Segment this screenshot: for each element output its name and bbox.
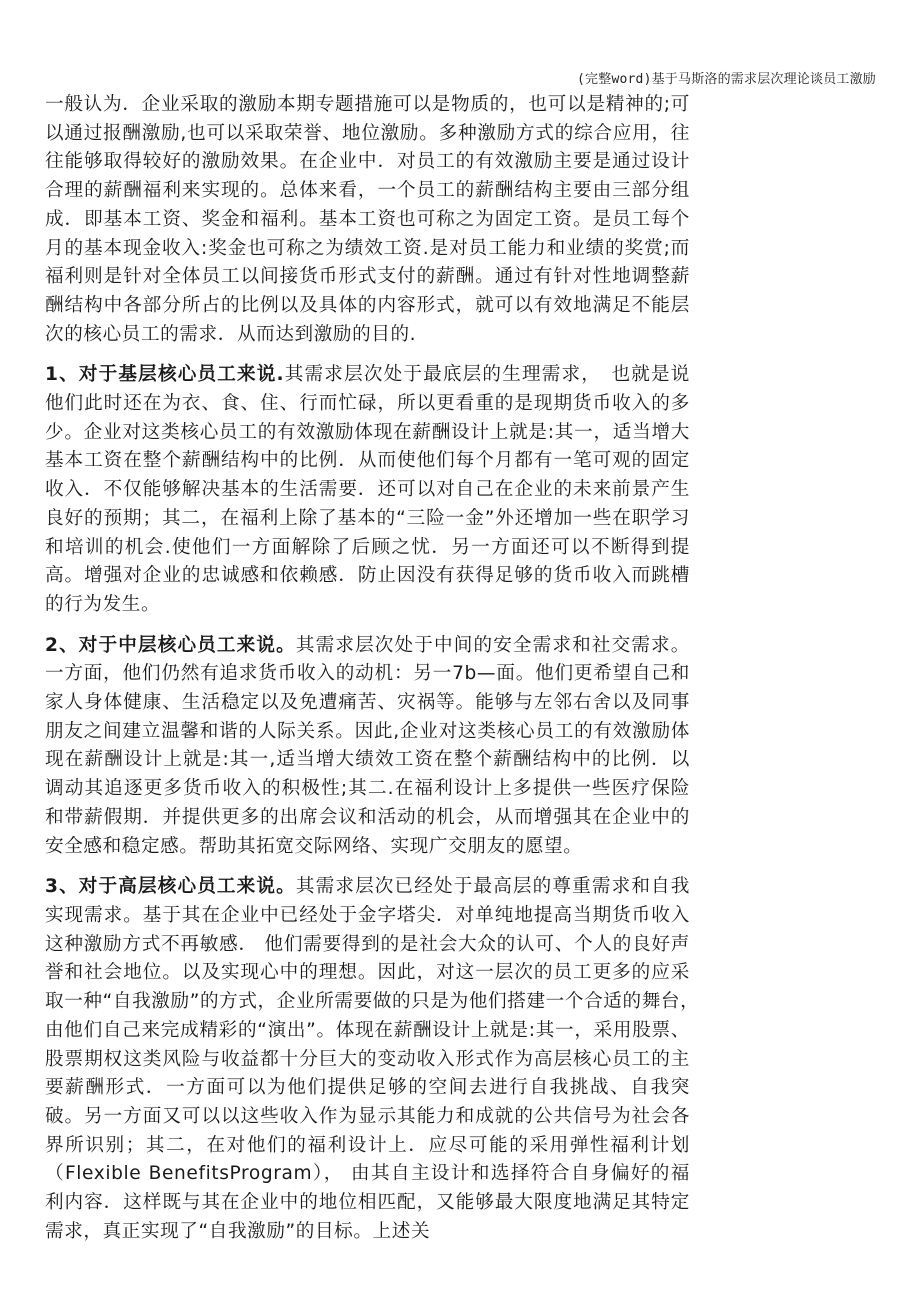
middle-level-heading: 2、对于中层核心员工来说。 (45, 634, 296, 656)
intro-paragraph: 一般认为．企业采取的激励本期专题措施可以是物质的，也可以是精神的;可以通过报酬激励,也可以采取荣誉、地位激励。多种激励方式的综合应用，往往能够取得较好的激励效果。在企业中．对员工的有效激励主要是通过设计合理的薪酬福利来实现的。总体来看，一个员工的薪酬结构主要由三部分组成．即基本工资、奖金和福利。基本工资也可称之为固定工资。是员工每个月的基本现金收入:奖金也可称之为绩效工资.是对员工能力和业绩的奖赏;而福利则是针对全体员工以间接货币形式支付的薪酬。通过有针对性地调整薪酬结构中各部分所占的比例以及具体的内容形式，就可以有效地满足不能层次的核心员工的需求．从而达到激励的目的. (45, 94, 690, 345)
middle-level-text: 其需求层次处于中间的安全需求和社交需求。一方面，他们仍然有追求货币收入的动机：另一7b—面。他们更希望自己和家人身体健康、生活稳定以及免遭痛苦、灾祸等。能够与左邻右舍以及同事朋友之间建立温馨和谐的人际关系。因此,企业对这类核心员工的有效激励体现在薪酬设计上就是:其一,适当增大绩效工资在整个薪酬结构中的比例．以调动其追逐更多货币收入的积极性;其二.在福利设计上多提供一些医疗保险和带薪假期．并提供更多的出席会议和活动的机会，从而增强其在企业中的安全感和稳定感。帮助其拓宽交际网络、实现广交朋友的愿望。 (45, 634, 690, 857)
basic-level-paragraph (45, 361, 690, 619)
page-header-title: (完整word)基于马斯洛的需求层次理论谈员工激励 (577, 72, 876, 87)
senior-level-text: 其需求层次已经处于最高层的尊重需求和自我实现需求。基于其在企业中已经处于金字塔尖．对单纯地提高当期货币收入这种激励方式不再敏感． 他们需要得到的是社会大众的认可、个人的良好声誉和社会地位。以及实现心中的理想。因此，对这一层次的员工更多的应采取一种“自我激励”的方式，企业所需要做的只是为他们搭建一个合适的舞台， 由他们自己来完成精彩的“演出”。体现在薪酬设计上就是:其一，采用股票、股票期权这类风险与收益都十分巨大的变动收入形式作为高层核心员工的主要薪酬形式．一方面可以为他们提供足够的空间去进行自我挑战、自我突破。另一方面又可以以这些收入作为显示其能力和成就的公共信号为社会各界所识别；其二，在对他们的福利设计上．应尽可能的采用弹性福利计划（Flexible BenefitsProgram）， 由其自主设计和选择符合自身偏好的福利内容．这样既与其在企业中的地位相匹配，又能够最大限度地满足其特定需求，真正实现了“自我激励”的目标。上述关 (45, 876, 710, 1242)
basic-level-heading: 1、对于基层核心员工来说. (45, 364, 285, 386)
senior-level-heading: 3、对于高层核心员工来说。 (45, 876, 296, 898)
middle-level-paragraph (45, 632, 690, 862)
senior-level-paragraph (45, 873, 710, 1246)
document-body (45, 91, 710, 1246)
basic-level-text: 其需求层次处于最底层的生理需求， 也就是说他们此时还在为衣、食、住、行而忙碌，所以更看重的是现期货币收入的多少。企业对这类核心员工的有效激励体现在薪酬设计上就是:其一，适当增大基本工资在整个薪酬结构中的比例．从而使他们每个月都有一笔可观的固定收入．不仅能够解决基本的生活需要．还可以对自己在企业的未来前景产生良好的预期；其二，在福利上除了基本的“三险一金”外还增加一些在职学习和培训的机会.使他们一方面解除了后顾之忧．另一方面还可以不断得到提高。增强对企业的忠诚感和依赖感．防止因没有获得足够的货币收入而跳槽的行为发生。 (45, 364, 690, 615)
